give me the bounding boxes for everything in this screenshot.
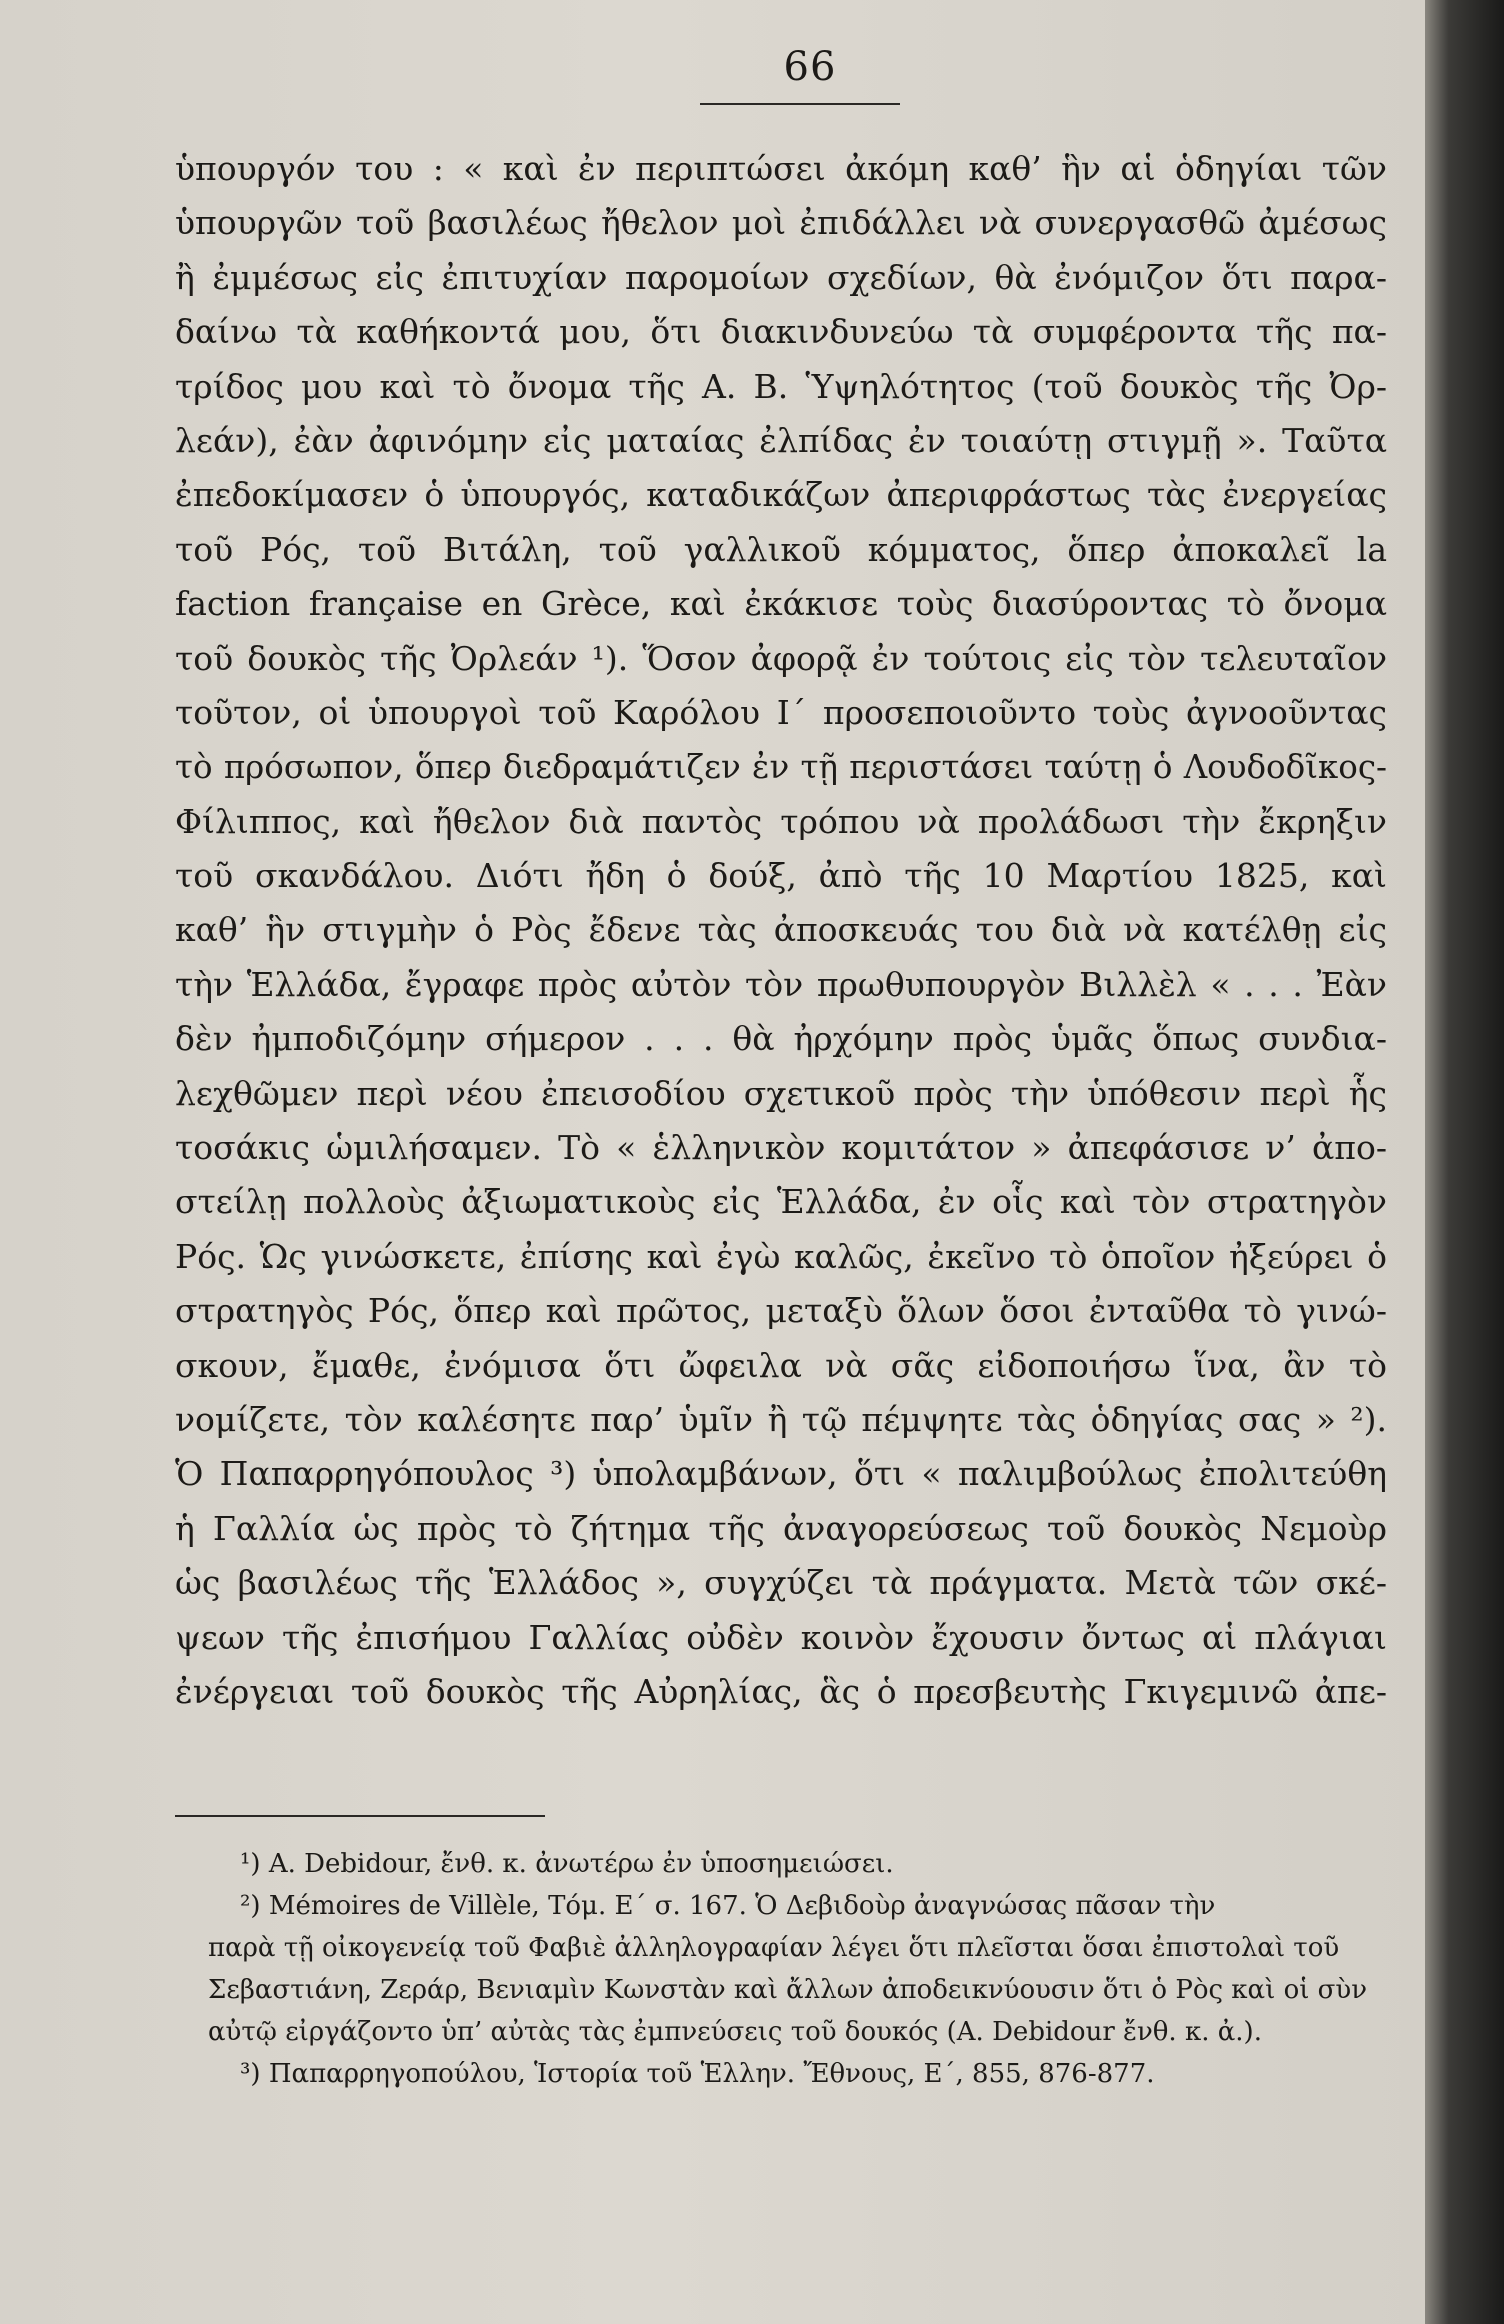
- footnote-line: ²) Mémoires de Villèle, Τόμ. Ε΄ σ. 167. Ὁ Δεβιδοὺρ ἀναγνώσας πᾶσαν τὴν: [240, 1891, 1216, 1921]
- text-line: τὸ πρόσωπον, ὅπερ διεδραμάτιζεν ἐν τῇ περιστάσει ταύτῃ ὁ Λουδοδῖκος-: [175, 748, 1387, 787]
- text-line: δὲν ἠμποδιζόμην σήμερον . . . θὰ ἠρχόμην πρὸς ὑμᾶς ὅπως συνδια-: [175, 1019, 1387, 1059]
- text-line: Ὁ Παπαρρηγόπουλος ³) ὑπολαμβάνων, ὅτι « παλιμβούλως ἐπολιτεύθη: [175, 1454, 1387, 1494]
- text-line: ἢ ἐμμέσως εἰς ἐπιτυχίαν παρομοίων σχεδίων, θὰ ἐνόμιζον ὅτι παρα-: [175, 257, 1387, 297]
- text-line: τοῦ Ρός, τοῦ Βιτάλη, τοῦ γαλλικοῦ κόμματος, ὅπερ ἀποκαλεῖ la: [175, 529, 1387, 569]
- footnote-line: ¹) A. Debidour, ἔνθ. κ. ἀνωτέρω ἐν ὑποσημειώσει.: [240, 1849, 894, 1879]
- text-line: ὑπουργῶν τοῦ βασιλέως ἤθελον μοὶ ἐπιδάλλει νὰ συνεργασθῶ ἀμέσως: [175, 203, 1387, 243]
- text-line: στρατηγὸς Ρός, ὅπερ καὶ πρῶτος, μεταξὺ ὅλων ὅσοι ἐνταῦθα τὸ γινώ-: [175, 1291, 1387, 1331]
- text-line: τοσάκις ὡμιλήσαμεν. Τὸ « ἑλληνικὸν κομιτάτον » ἀπεφάσισε ν’ ἀπο-: [175, 1128, 1387, 1168]
- footnote-line: ³) Παπαρρηγοπούλου, Ἱστορία τοῦ Ἑλλην. Ἔθνους, Ε΄, 855, 876-877.: [240, 2059, 1155, 2089]
- page-number-rule: [700, 103, 900, 105]
- text-line: ἐπεδοκίμασεν ὁ ὑπουργός, καταδικάζων ἀπεριφράστως τὰς ἐνεργείας: [175, 475, 1387, 515]
- text-line: ψεων τῆς ἐπισήμου Γαλλίας οὐδὲν κοινὸν ἔχουσιν ὄντως αἱ πλάγιαι: [175, 1617, 1387, 1657]
- main-text: [175, 142, 1387, 1719]
- text-line: τὴν Ἑλλάδα, ἔγραφε πρὸς αὐτὸν τὸν πρωθυπουργὸν Βιλλὲλ « . . . Ἐὰν: [175, 964, 1387, 1004]
- footnotes: [208, 1843, 1375, 2095]
- text-line: σκουν, ἔμαθε, ἐνόμισα ὅτι ὤφειλα νὰ σᾶς εἰδοποιήσω ἵνα, ἂν τὸ: [175, 1345, 1387, 1385]
- footnote-line: αὐτῷ εἰργάζοντο ὑπ’ αὐτὰς τὰς ἐμπνεύσεις τοῦ δουκός (A. Debidour ἔνθ. κ. ἀ.).: [208, 2017, 1262, 2047]
- footnote-rule: [175, 1815, 545, 1817]
- book-spine-shadow: [1425, 0, 1504, 2324]
- text-line: ἐνέργειαι τοῦ δουκὸς τῆς Αὐρηλίας, ἃς ὁ πρεσβευτὴς Γκιγεμινῶ ἀπε-: [175, 1671, 1387, 1711]
- text-line: ὑπουργόν του : « καὶ ἐν περιπτώσει ἀκόμη καθ’ ἣν αἱ ὁδηγίαι τῶν: [175, 149, 1387, 188]
- text-line: στείλῃ πολλοὺς ἀξιωματικοὺς εἰς Ἑλλάδα, ἐν οἷς καὶ τὸν στρατηγὸν: [175, 1182, 1387, 1222]
- text-line: νομίζετε, τὸν καλέσητε παρ’ ὑμῖν ἢ τῷ πέμψητε τὰς ὁδηγίας σας » ²).: [175, 1399, 1387, 1439]
- text-line: καθ’ ἣν στιγμὴν ὁ Ρὸς ἔδενε τὰς ἀποσκευάς του διὰ νὰ κατέλθῃ εἰς: [175, 910, 1387, 950]
- text-line: τοῦ δουκὸς τῆς Ὀρλεάν ¹). Ὅσον ἀφορᾷ ἐν τούτοις εἰς τὸν τελευταῖον: [175, 638, 1387, 678]
- text-line: λεχθῶμεν περὶ νέου ἐπεισοδίου σχετικοῦ πρὸς τὴν ὑπόθεσιν περὶ ἧς: [175, 1073, 1387, 1113]
- text-line: τοῦτον, οἱ ὑπουργοὶ τοῦ Καρόλου Ι΄ προσεποιοῦντο τοὺς ἀγνοοῦντας: [175, 692, 1387, 732]
- text-line: τρίδος μου καὶ τὸ ὄνομα τῆς Α. Β. Ὑψηλότητος (τοῦ δουκὸς τῆς Ὀρ-: [175, 366, 1387, 406]
- text-line: faction française en Grèce, καὶ ἐκάκισε τοὺς διασύροντας τὸ ὄνομα: [175, 584, 1387, 624]
- text-line: ἡ Γαλλία ὡς πρὸς τὸ ζήτημα τῆς ἀναγορεύσεως τοῦ δουκὸς Νεμοὺρ: [175, 1508, 1387, 1548]
- footnote-line: παρὰ τῇ οἰκογενείᾳ τοῦ Φαβιὲ ἀλληλογραφίαν λέγει ὅτι πλεῖσται ὅσαι ἐπιστολαὶ τοῦ: [208, 1933, 1340, 1963]
- text-line: Φίλιππος, καὶ ἤθελον διὰ παντὸς τρόπου νὰ προλάδωσι τὴν ἔκρηξιν: [175, 801, 1387, 841]
- text-line: ὡς βασιλέως τῆς Ἑλλάδος », συγχύζει τὰ πράγματα. Μετὰ τῶν σκέ-: [175, 1563, 1387, 1603]
- footnote-line: Σεβαστιάνη, Ζεράρ, Βενιαμὶν Κωνστὰν καὶ ἄλλων ἀποδεικνύουσιν ὅτι ὁ Ρὸς καὶ οἱ σὺν: [208, 1975, 1368, 2005]
- text-line: Ρός. Ὡς γινώσκετε, ἐπίσης καὶ ἐγὼ καλῶς, ἐκεῖνο τὸ ὁποῖον ἠξεύρει ὁ: [175, 1236, 1387, 1276]
- text-line: λεάν), ἐὰν ἀφινόμην εἰς ματαίας ἐλπίδας ἐν τοιαύτῃ στιγμῇ ». Ταῦτα: [175, 420, 1387, 460]
- text-line: τοῦ σκανδάλου. Διότι ἤδη ὁ δούξ, ἀπὸ τῆς 10 Μαρτίου 1825, καὶ: [175, 856, 1387, 896]
- text-line: δαίνω τὰ καθήκοντά μου, ὅτι διακινδυνεύω τὰ συμφέροντα τῆς πα-: [175, 312, 1387, 352]
- page-number: 66: [783, 44, 837, 90]
